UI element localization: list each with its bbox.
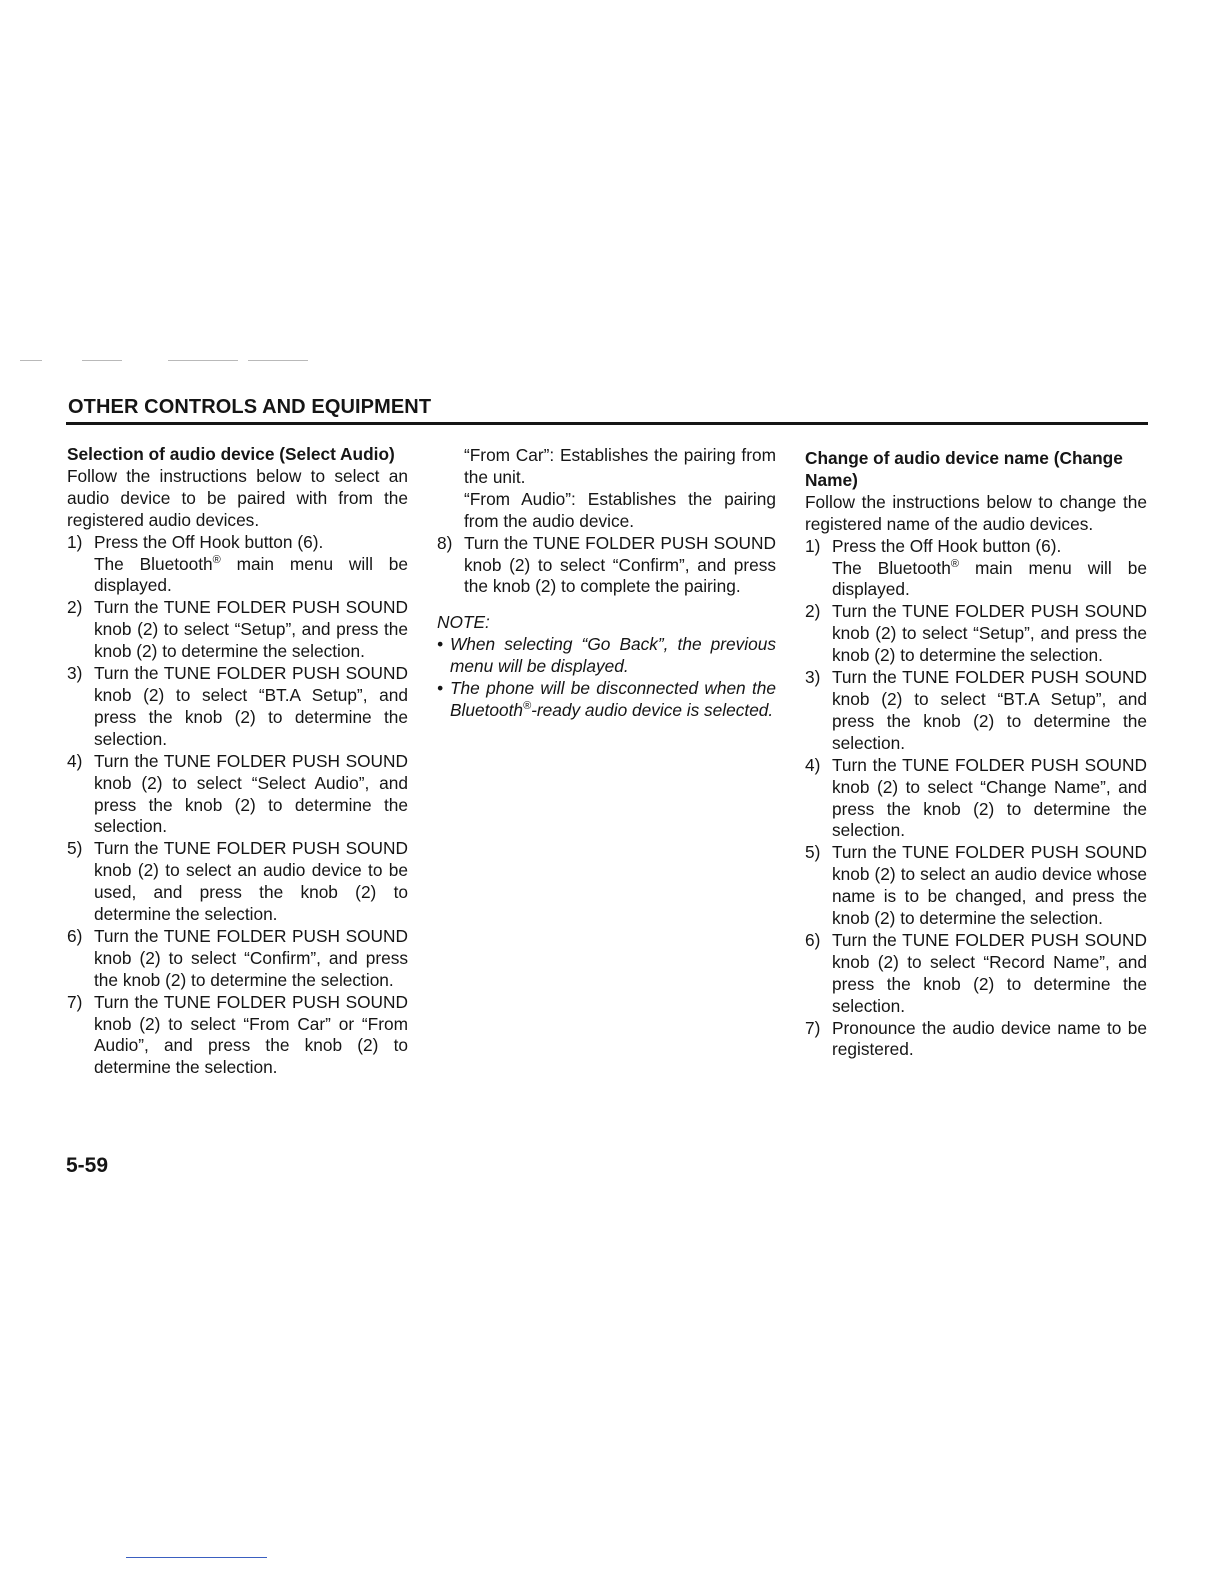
- step-item: [805, 667, 1147, 755]
- bullet-icon: •: [437, 678, 444, 699]
- step-text: Turn the TUNE FOLDER PUSH SOUND knob (2) to select “From Car” or “From Audio”, and press the knob (2) to determine the selection.: [94, 991, 408, 1078]
- step-number: 8): [437, 532, 453, 553]
- step-item: [805, 1018, 1147, 1062]
- section-header-title: OTHER CONTROLS AND EQUIPMENT: [68, 396, 432, 418]
- step-item: [805, 842, 1147, 930]
- step-number: 6): [67, 925, 83, 946]
- note-bullet: [437, 634, 776, 678]
- page-number: 5-59: [66, 1154, 109, 1177]
- step-number: 5): [67, 838, 83, 859]
- step-text: Turn the TUNE FOLDER PUSH SOUND knob (2) to select “Change Name”, and press the knob (2) to determine the selection.: [832, 754, 1147, 841]
- step-item: [67, 838, 408, 926]
- intro-select-audio: Follow the instructions below to select an audio device to be paired with from the registered audio devices.: [67, 465, 408, 530]
- step-text: Press the Off Hook button (6).: [832, 535, 1062, 556]
- step-number: 7): [67, 991, 83, 1012]
- step-text: Turn the TUNE FOLDER PUSH SOUND knob (2) to select an audio device to be used, and press the knob (2) to determine the selection.: [94, 838, 408, 925]
- step-item: [67, 663, 408, 751]
- intro-change-name: Follow the instructions below to change the registered name of the audio devices.: [805, 491, 1147, 534]
- bottom-rule: [126, 1557, 267, 1558]
- step-text: Turn the TUNE FOLDER PUSH SOUND knob (2) to select “Select Audio”, and press the knob (2) to determine the selection.: [94, 750, 408, 837]
- step-text: Turn the TUNE FOLDER PUSH SOUND knob (2) to select “Setup”, and press the knob (2) to determine the selection.: [832, 601, 1147, 666]
- step-item: [805, 601, 1147, 667]
- step-text: Turn the TUNE FOLDER PUSH SOUND knob (2) to select “Confirm”, and press the knob (2) to complete the pairing.: [464, 532, 776, 597]
- step-number: 2): [67, 597, 83, 618]
- note-label: NOTE:: [437, 612, 490, 633]
- step-item: [805, 536, 1147, 558]
- step-number: 5): [805, 842, 821, 863]
- step-item: [67, 926, 408, 992]
- step-number: 7): [805, 1017, 821, 1038]
- step-text: Turn the TUNE FOLDER PUSH SOUND knob (2) to select “Setup”, and press the knob (2) to determine the selection.: [94, 597, 408, 662]
- step-text: Turn the TUNE FOLDER PUSH SOUND knob (2) to select “Confirm”, and press the knob (2) to determine the selection.: [94, 925, 408, 990]
- note-text: The phone will be disconnected when the Bluetooth®-ready audio device is selected.: [450, 678, 776, 720]
- heading-change-name: Change of audio device name (Change Name): [805, 448, 1123, 490]
- step-subtext: The Bluetooth® main menu will be displayed.: [94, 553, 408, 596]
- column-select-audio: [67, 444, 408, 1079]
- column-change-name: [805, 448, 1147, 1061]
- from-car-description: “From Car”: Establishes the pairing from the unit.: [464, 445, 776, 487]
- step-item: [67, 597, 408, 663]
- step-item: [437, 533, 776, 599]
- step-number: 6): [805, 929, 821, 950]
- step-item: [67, 992, 408, 1080]
- step-text: Turn the TUNE FOLDER PUSH SOUND knob (2) to select “BT.A Setup”, and press the knob (2) to determine the selection.: [832, 667, 1147, 753]
- step-text: Turn the TUNE FOLDER PUSH SOUND knob (2) to select “BT.A Setup”, and press the knob (2) to determine the selection.: [94, 663, 408, 749]
- step-text: Turn the TUNE FOLDER PUSH SOUND knob (2) to select an audio device whose name is to be changed, and press the knob (2) to determine the selection.: [832, 842, 1147, 929]
- note-bullet: [437, 678, 776, 722]
- step-item: [805, 930, 1147, 1018]
- heading-select-audio: Selection of audio device (Select Audio): [67, 444, 395, 464]
- step-number: 3): [67, 663, 83, 684]
- bullet-icon: •: [437, 634, 444, 655]
- step-number: 4): [805, 754, 821, 775]
- column-pairing-continued: [437, 445, 776, 722]
- step-number: 3): [805, 667, 821, 688]
- step-item: [67, 532, 408, 554]
- note-text: When selecting “Go Back”, the previous menu will be displayed.: [450, 634, 776, 677]
- scan-marks: [20, 360, 320, 362]
- step-number: 1): [67, 531, 83, 552]
- from-audio-description: “From Audio”: Establishes the pairing from the audio device.: [464, 488, 776, 531]
- step-item: [805, 755, 1147, 843]
- step-number: 1): [805, 535, 821, 556]
- step-text: Pronounce the audio device name to be registered.: [832, 1017, 1147, 1060]
- step-subtext: The Bluetooth® main menu will be displayed.: [832, 557, 1147, 600]
- step-item: [67, 751, 408, 839]
- step-number: 2): [805, 601, 821, 622]
- step-number: 4): [67, 750, 83, 771]
- step-text: Turn the TUNE FOLDER PUSH SOUND knob (2) to select “Record Name”, and press the knob (2) to determine the selection.: [832, 929, 1147, 1016]
- step-text: Press the Off Hook button (6).: [94, 531, 324, 552]
- header-rule: [66, 422, 1148, 425]
